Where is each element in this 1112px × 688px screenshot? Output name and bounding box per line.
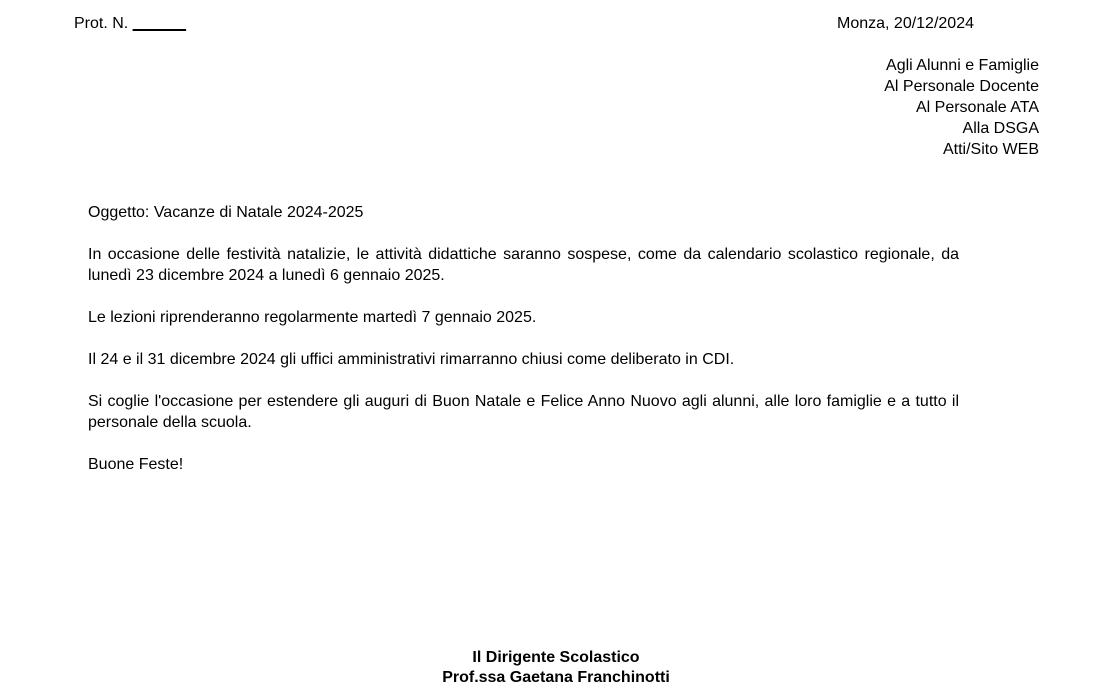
letter-subject: Oggetto: Vacanze di Natale 2024-2025 (88, 204, 364, 221)
recipient-line: Al Personale Docente (884, 78, 1039, 95)
recipients-block (884, 55, 1039, 160)
letter-body (88, 202, 959, 496)
recipient-line: Atti/Sito WEB (942, 141, 1039, 158)
signature-name: Prof.ssa Gaetana Franchinotti (442, 669, 670, 686)
recipient-line: Agli Alunni e Famiglie (886, 57, 1039, 74)
signature-block (0, 648, 1112, 688)
letter-paragraph: Il 24 e il 31 dicembre 2024 gli uffici amministrativi rimarranno chiusi come deliberato in CDI. (88, 351, 735, 368)
signature-role: Il Dirigente Scolastico (472, 649, 640, 666)
recipient-line: Al Personale ATA (915, 99, 1039, 116)
letter-paragraph: In occasione delle festività natalizie, le attività didattiche saranno sospese, come da calendario scolastico regionale, da lunedì 23 dicembre 2024 a lunedì 6 gennaio 2025. (88, 246, 959, 284)
protocol-label: Prot. N. (74, 15, 129, 32)
letter-closing: Buone Feste! (88, 456, 184, 473)
protocol-blank: ______ (132, 15, 187, 32)
place-date: Monza, 20/12/2024 (837, 15, 974, 32)
recipient-line: Alla DSGA (962, 120, 1039, 137)
letter-paragraph: Si coglie l'occasione per estendere gli auguri di Buon Natale e Felice Anno Nuovo agli alunni, alle loro famiglie e a tutto il personale della scuola. (88, 393, 959, 431)
letter-paragraph: Le lezioni riprenderanno regolarmente martedì 7 gennaio 2025. (88, 309, 537, 326)
protocol-number (74, 14, 186, 34)
